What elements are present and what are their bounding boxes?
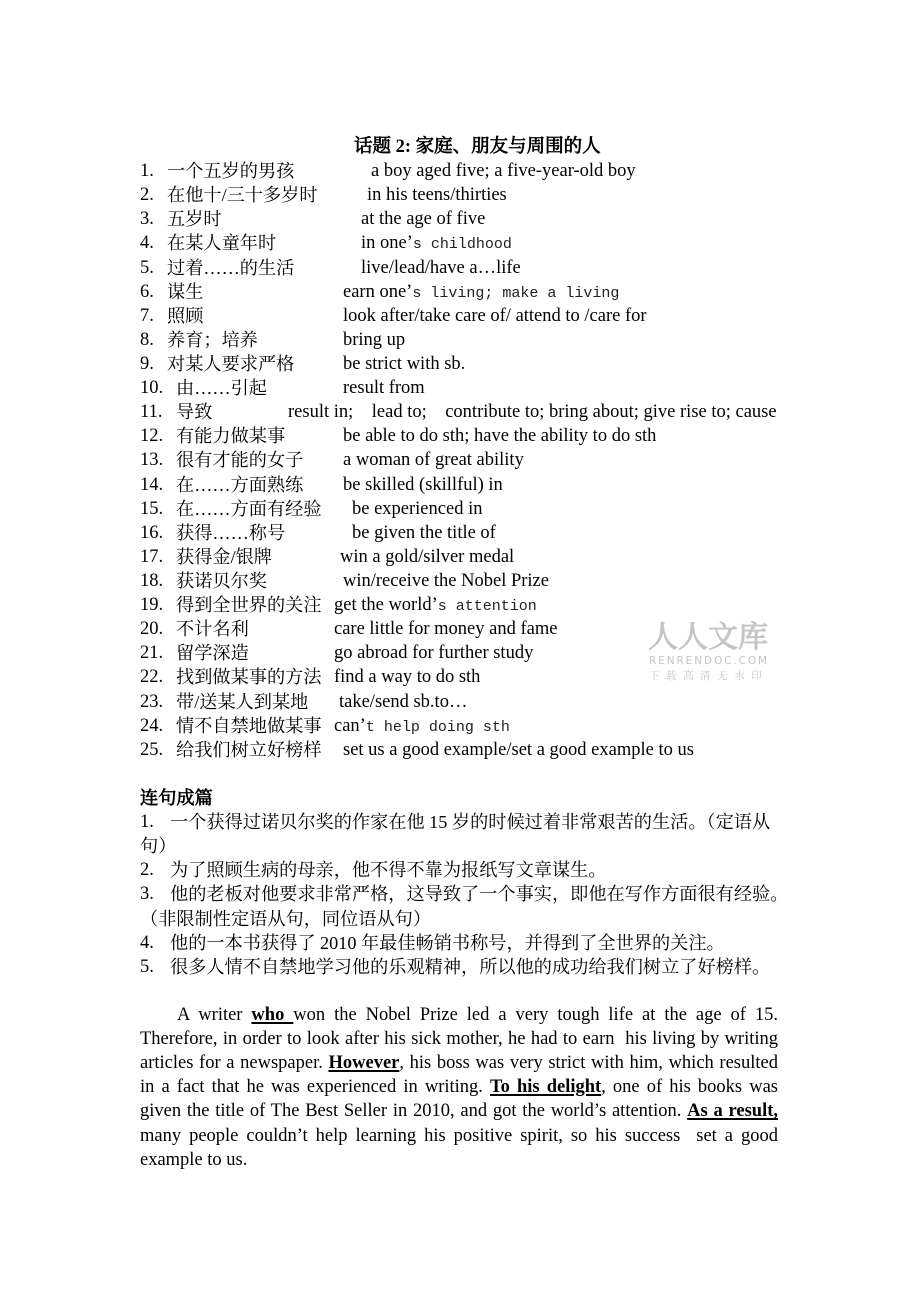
vocab-item-3: [0, 207, 920, 231]
vocab-english-text: can’: [334, 715, 366, 736]
vocab-item-17: [0, 545, 920, 569]
vocab-chinese: 获诺贝尔奖: [176, 570, 267, 591]
vocab-item-4: [0, 231, 920, 255]
spacer: [0, 979, 920, 1003]
vocab-chinese: 情不自禁地做某事: [176, 715, 322, 736]
vocab-number: 7.: [140, 305, 154, 326]
vocab-english: care little for money and fame: [334, 619, 558, 640]
sentence-3: [0, 882, 920, 906]
vocab-chinese: 在他十/三十多岁时: [167, 185, 318, 206]
vocab-english: be skilled (skillful) in: [343, 474, 503, 495]
vocab-english: go abroad for further study: [334, 643, 534, 664]
vocab-number: 12.: [140, 426, 164, 447]
vocab-number: 11.: [140, 402, 163, 423]
vocab-item-18: [0, 569, 920, 593]
vocab-english: [334, 714, 510, 740]
sentence-3-continued: [0, 907, 920, 931]
vocab-english: live/lead/have a…life: [361, 257, 521, 278]
spacer: [0, 762, 920, 786]
vocab-english-mono-text: s childhood: [412, 236, 512, 254]
vocab-item-22: [0, 665, 920, 689]
vocab-number: 25.: [140, 739, 164, 760]
vocab-english: be able to do sth; have the ability to do sth: [343, 426, 657, 447]
vocab-chinese: 照顾: [167, 305, 204, 326]
vocab-chinese: 养育；培养: [167, 329, 258, 350]
vocab-chinese: 一个五岁的男孩: [167, 161, 295, 182]
vocab-item-13: [0, 448, 920, 472]
vocab-item-16: [0, 521, 920, 545]
passage-emphasis: However: [328, 1053, 400, 1074]
vocab-item-10: [0, 376, 920, 400]
vocab-number: 17.: [140, 546, 164, 567]
vocab-chinese: 留学深造: [176, 643, 249, 664]
vocab-item-9: [0, 352, 920, 376]
sentence-text: 他的一本书获得了 2010 年最佳畅销书称号，并得到了全世界的关注。: [170, 932, 725, 953]
sentence-text: 他的老板对他要求非常严格，这导致了一个事实，即他在写作方面很有经验。: [170, 884, 789, 905]
passage-text: won the Nobel Prize led a very tough life at the age of 15. Therefore, in order to look after his sick mother, he had to earn his living by writing articles for a newspaper.: [140, 1004, 783, 1074]
vocab-item-21: [0, 641, 920, 665]
vocab-english: win/receive the Nobel Prize: [343, 570, 549, 591]
vocab-chinese: 在某人童年时: [167, 233, 277, 254]
vocab-english-text: get the world’: [334, 595, 438, 616]
vocab-item-8: [0, 328, 920, 352]
vocab-english-text: in one’: [361, 233, 413, 254]
vocab-english: bring up: [343, 329, 406, 350]
vocab-english: result in; lead to; contribute to; bring about; give rise to; cause: [288, 402, 777, 423]
vocab-chinese: 由……引起: [176, 378, 267, 399]
sentence-number: 5.: [140, 956, 154, 977]
vocab-number: 13.: [140, 450, 164, 471]
vocab-item-24: [0, 714, 920, 738]
vocab-english: be strict with sb.: [343, 353, 466, 374]
vocab-english: a woman of great ability: [343, 450, 524, 471]
vocab-item-19: [0, 593, 920, 617]
sentence-2: [0, 858, 920, 882]
vocab-number: 9.: [140, 353, 154, 374]
watermark-tagline: 下 载 高 清 无 水 印: [649, 670, 764, 682]
vocab-english: at the age of five: [361, 209, 486, 230]
passage-text: , his boss was very strict with him, which resulted in a fact that he was experienced in writing.: [140, 1053, 783, 1098]
vocab-number: 23.: [140, 691, 164, 712]
passage: [140, 1003, 783, 1172]
vocab-english: take/send sb.to…: [339, 691, 468, 712]
vocab-chinese: 很有才能的女子: [176, 450, 304, 471]
vocab-number: 3.: [140, 209, 154, 230]
vocab-chinese: 对某人要求严格: [167, 353, 295, 374]
vocab-item-25: [0, 738, 920, 762]
section-heading: 连句成篇: [140, 787, 213, 808]
vocab-item-5: [0, 256, 920, 280]
vocab-english: [343, 280, 619, 306]
passage-text: A writer: [177, 1004, 252, 1025]
sentence-text: 一个获得过诺贝尔奖的作家在他 15 岁的时候过着非常艰苦的生活。（定语从: [170, 812, 771, 833]
page-title: 话题 2: 家庭、朋友与周围的人: [354, 137, 601, 157]
vocab-english: result from: [343, 378, 425, 399]
vocab-item-7: [0, 304, 920, 328]
vocab-english: in his teens/thirties: [367, 185, 507, 206]
vocab-item-6: [0, 280, 920, 304]
sentence-number: 1.: [140, 812, 154, 833]
sentence-text-continued: （非限制性定语从句，同位语从句）: [140, 908, 432, 929]
vocab-chinese: 获得金/银牌: [176, 546, 272, 567]
vocab-english: [334, 593, 537, 619]
vocab-chinese: 给我们树立好榜样: [176, 739, 322, 760]
vocab-chinese: 在……方面有经验: [176, 498, 322, 519]
vocab-english: look after/take care of/ attend to /care for: [343, 305, 647, 326]
vocab-number: 15.: [140, 498, 164, 519]
sentence-5: [0, 955, 920, 979]
watermark-site: RENRENDOC.COM: [649, 655, 769, 667]
sentence-1-continued: [0, 834, 920, 858]
vocab-english: win a gold/silver medal: [340, 546, 515, 567]
vocab-english: find a way to do sth: [334, 667, 481, 688]
vocab-chinese: 五岁时: [167, 209, 222, 230]
passage-emphasis: To his delight: [490, 1077, 602, 1098]
passage-text: , one of his books was given the title of The Best Seller in 2010, and got the world’s attention.: [140, 1077, 783, 1122]
vocab-chinese: 谋生: [167, 281, 204, 302]
passage-emphasis: As a result,: [687, 1101, 778, 1122]
vocab-number: 22.: [140, 667, 164, 688]
vocab-english: set us a good example/set a good example to us: [343, 739, 694, 760]
vocab-english-mono-text: s attention: [437, 598, 537, 616]
vocab-english-mono-text: s living; make a living: [412, 284, 620, 302]
vocab-number: 19.: [140, 595, 164, 616]
vocab-item-11: [0, 400, 920, 424]
vocab-chinese: 在……方面熟练: [176, 474, 304, 495]
vocab-number: 5.: [140, 257, 154, 278]
vocab-item-12: [0, 424, 920, 448]
passage-text: many people couldn’t help learning his positive spirit, so his success set a good example to us.: [140, 1101, 783, 1170]
vocab-english: a boy aged five; a five-year-old boy: [371, 161, 636, 182]
vocab-chinese: 得到全世界的关注: [176, 595, 322, 616]
document-page: [0, 135, 920, 1172]
vocab-number: 14.: [140, 474, 164, 495]
vocab-number: 6.: [140, 281, 154, 302]
watermark-logo: 人人文库: [648, 620, 768, 655]
vocab-number: 21.: [140, 643, 164, 664]
vocab-number: 18.: [140, 570, 164, 591]
section-heading-row: [0, 786, 920, 810]
title-row: [0, 135, 920, 159]
vocab-english-text: earn one’: [343, 281, 413, 302]
sentence-number: 4.: [140, 932, 154, 953]
sentence-4: [0, 931, 920, 955]
vocab-item-2: [0, 183, 920, 207]
vocab-number: 4.: [140, 233, 154, 254]
vocab-english: [361, 231, 512, 257]
vocab-item-14: [0, 473, 920, 497]
vocab-chinese: 找到做某事的方法: [176, 667, 322, 688]
vocab-chinese: 不计名利: [176, 619, 249, 640]
vocab-item-20: [0, 617, 920, 641]
vocab-chinese: 获得……称号: [176, 522, 286, 543]
vocab-english-mono-text: t help doing sth: [365, 718, 510, 736]
passage-emphasis: who: [251, 1004, 294, 1025]
vocab-item-1: [0, 159, 920, 183]
vocab-english: be given the title of: [352, 522, 496, 543]
vocab-chinese: 有能力做某事: [176, 426, 286, 447]
sentence-text-continued: 句）: [140, 836, 177, 857]
vocab-number: 2.: [140, 185, 154, 206]
vocab-number: 24.: [140, 715, 164, 736]
vocab-number: 8.: [140, 329, 154, 350]
vocab-number: 16.: [140, 522, 164, 543]
sentence-text: 为了照顾生病的母亲，他不得不靠为报纸写文章谋生。: [170, 860, 607, 881]
vocab-number: 10.: [140, 378, 164, 399]
sentence-number: 2.: [140, 860, 154, 881]
vocab-item-23: [0, 690, 920, 714]
vocab-chinese: 过着……的生活: [167, 257, 295, 278]
vocab-number: 1.: [140, 161, 154, 182]
vocab-number: 20.: [140, 619, 164, 640]
sentence-1: [0, 810, 920, 834]
sentence-text: 很多人情不自禁地学习他的乐观精神，所以他的成功给我们树立了好榜样。: [170, 956, 771, 977]
vocab-english: be experienced in: [352, 498, 483, 519]
vocab-chinese: 导致: [176, 402, 213, 423]
vocab-chinese: 带/送某人到某地: [176, 691, 309, 712]
vocab-item-15: [0, 497, 920, 521]
sentence-number: 3.: [140, 884, 154, 905]
